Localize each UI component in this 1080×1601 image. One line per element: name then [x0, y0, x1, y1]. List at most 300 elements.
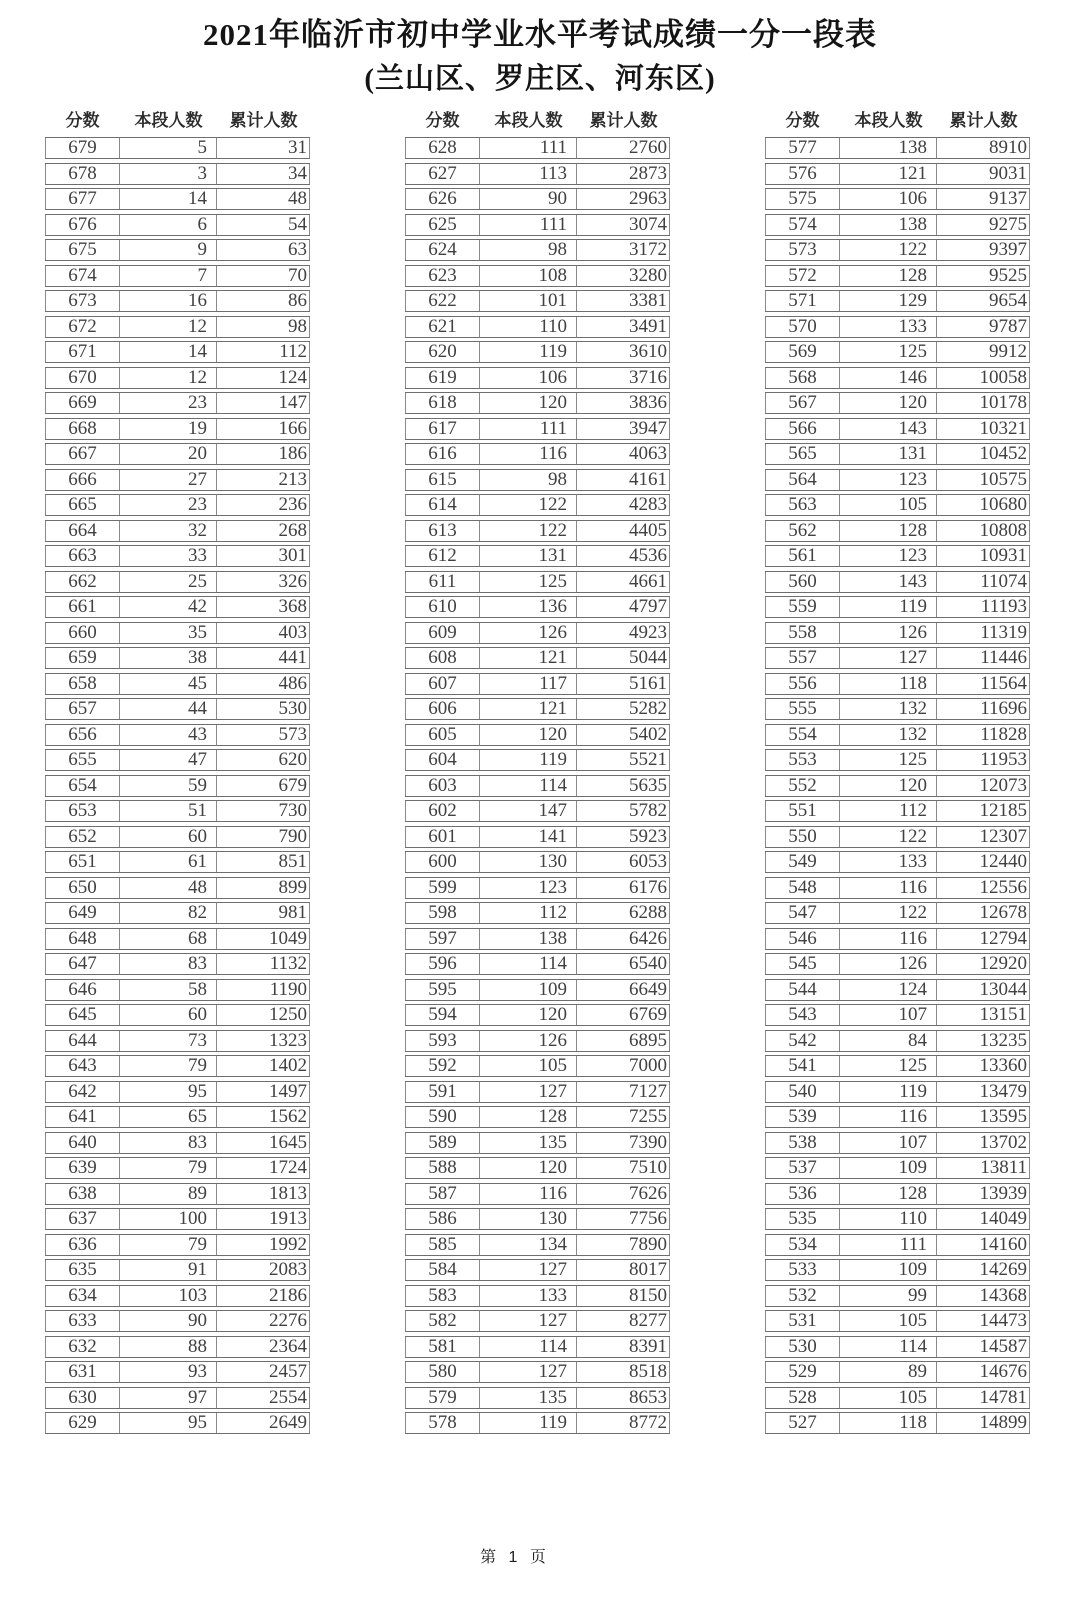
table-row	[405, 1106, 670, 1128]
segment-count-cell: 32	[120, 521, 217, 541]
segment-count-cell: 125	[840, 750, 937, 770]
score-cell: 640	[45, 1133, 120, 1153]
cumulative-count-cell: 6540	[577, 954, 670, 974]
segment-count-cell: 117	[480, 674, 577, 694]
segment-count-cell: 133	[480, 1286, 577, 1306]
cumulative-count-cell: 34	[217, 164, 310, 184]
segment-count-cell: 134	[480, 1235, 577, 1255]
table-row	[765, 265, 1030, 287]
score-cell: 665	[45, 495, 120, 515]
cumulative-count-cell: 12794	[937, 929, 1030, 949]
score-cell: 547	[765, 903, 840, 923]
cumulative-count-cell: 899	[217, 878, 310, 898]
table-row	[765, 1157, 1030, 1179]
table-row	[765, 724, 1030, 746]
segment-count-cell: 23	[120, 495, 217, 515]
table-row	[765, 749, 1030, 771]
cumulative-count-cell: 11564	[937, 674, 1030, 694]
table-row	[405, 724, 670, 746]
cumulative-count-cell: 31	[217, 138, 310, 158]
table-body	[405, 137, 670, 1434]
segment-count-cell: 132	[840, 725, 937, 745]
page-number: 第 1 页	[480, 1549, 550, 1566]
cumulative-count-cell: 1913	[217, 1209, 310, 1229]
score-cell: 572	[765, 266, 840, 286]
score-cell: 618	[405, 393, 480, 413]
score-cell: 666	[45, 470, 120, 490]
segment-count-cell: 16	[120, 291, 217, 311]
table-row	[405, 826, 670, 848]
score-cell: 635	[45, 1260, 120, 1280]
table-row	[45, 367, 310, 389]
segment-count-cell: 108	[480, 266, 577, 286]
cumulative-count-cell: 10058	[937, 368, 1030, 388]
segment-count-cell: 33	[120, 546, 217, 566]
table-row	[405, 494, 670, 516]
score-cell: 529	[765, 1362, 840, 1382]
table-row	[45, 392, 310, 414]
table-row	[765, 163, 1030, 185]
cumulative-count-cell: 1562	[217, 1107, 310, 1127]
score-cell: 556	[765, 674, 840, 694]
score-cell: 659	[45, 648, 120, 668]
segment-count-cell: 42	[120, 597, 217, 617]
score-cell: 653	[45, 801, 120, 821]
header-cumulative-count: 累计人数	[589, 111, 658, 130]
segment-count-cell: 47	[120, 750, 217, 770]
cumulative-count-cell: 1724	[217, 1158, 310, 1178]
score-cell: 663	[45, 546, 120, 566]
score-cell: 617	[405, 419, 480, 439]
segment-count-cell: 90	[480, 189, 577, 209]
table-row	[765, 877, 1030, 899]
cumulative-count-cell: 11696	[937, 699, 1030, 719]
table-row	[765, 979, 1030, 1001]
score-cell: 554	[765, 725, 840, 745]
table-row	[405, 979, 670, 1001]
table-row	[405, 1336, 670, 1358]
cumulative-count-cell: 4405	[577, 521, 670, 541]
table-row	[405, 647, 670, 669]
table-row	[405, 163, 670, 185]
cumulative-count-cell: 8653	[577, 1388, 670, 1408]
segment-count-cell: 114	[840, 1337, 937, 1357]
table-row	[405, 392, 670, 414]
score-cell: 577	[765, 138, 840, 158]
cumulative-count-cell: 2186	[217, 1286, 310, 1306]
table-row	[405, 545, 670, 567]
score-cell: 574	[765, 215, 840, 235]
table-row	[45, 1412, 310, 1434]
segment-count-cell: 126	[480, 623, 577, 643]
segment-count-cell: 120	[480, 393, 577, 413]
table-row	[405, 749, 670, 771]
segment-count-cell: 143	[840, 572, 937, 592]
cumulative-count-cell: 9912	[937, 342, 1030, 362]
score-cell: 598	[405, 903, 480, 923]
table-row	[405, 1030, 670, 1052]
cumulative-count-cell: 12920	[937, 954, 1030, 974]
table-row	[765, 494, 1030, 516]
cumulative-count-cell: 3610	[577, 342, 670, 362]
segment-count-cell: 51	[120, 801, 217, 821]
table-row	[45, 1234, 310, 1256]
segment-count-cell: 132	[840, 699, 937, 719]
cumulative-count-cell: 6176	[577, 878, 670, 898]
score-cell: 675	[45, 240, 120, 260]
table-row	[765, 1259, 1030, 1281]
score-cell: 670	[45, 368, 120, 388]
segment-count-cell: 60	[120, 827, 217, 847]
score-cell: 568	[765, 368, 840, 388]
table-row	[405, 1004, 670, 1026]
segment-count-cell: 20	[120, 444, 217, 464]
score-cell: 610	[405, 597, 480, 617]
document-page	[0, 14, 1080, 1566]
score-cell: 545	[765, 954, 840, 974]
segment-count-cell: 48	[120, 878, 217, 898]
cumulative-count-cell: 4923	[577, 623, 670, 643]
table-row	[765, 418, 1030, 440]
table-row	[405, 137, 670, 159]
cumulative-count-cell: 10931	[937, 546, 1030, 566]
segment-count-cell: 105	[840, 495, 937, 515]
score-cell: 656	[45, 725, 120, 745]
score-cell: 614	[405, 495, 480, 515]
score-cell: 650	[45, 878, 120, 898]
table-row	[765, 1336, 1030, 1358]
table-row	[45, 902, 310, 924]
table-row	[45, 418, 310, 440]
cumulative-count-cell: 13595	[937, 1107, 1030, 1127]
score-cell: 603	[405, 776, 480, 796]
table-row	[45, 698, 310, 720]
segment-count-cell: 38	[120, 648, 217, 668]
segment-count-cell: 35	[120, 623, 217, 643]
cumulative-count-cell: 2364	[217, 1337, 310, 1357]
table-row	[45, 775, 310, 797]
cumulative-count-cell: 9275	[937, 215, 1030, 235]
cumulative-count-cell: 530	[217, 699, 310, 719]
score-cell: 622	[405, 291, 480, 311]
cumulative-count-cell: 11193	[937, 597, 1030, 617]
segment-count-cell: 109	[480, 980, 577, 1000]
table-body	[45, 137, 310, 1434]
cumulative-count-cell: 7890	[577, 1235, 670, 1255]
segment-count-cell: 79	[120, 1235, 217, 1255]
table-row	[765, 1055, 1030, 1077]
score-cell: 632	[45, 1337, 120, 1357]
score-cell: 530	[765, 1337, 840, 1357]
cumulative-count-cell: 5044	[577, 648, 670, 668]
cumulative-count-cell: 1402	[217, 1056, 310, 1076]
score-cell: 536	[765, 1184, 840, 1204]
score-cell: 562	[765, 521, 840, 541]
table-row	[405, 851, 670, 873]
cumulative-count-cell: 5782	[577, 801, 670, 821]
score-cell: 576	[765, 164, 840, 184]
header-segment-count: 本段人数	[854, 111, 923, 130]
cumulative-count-cell: 236	[217, 495, 310, 515]
cumulative-count-cell: 3491	[577, 317, 670, 337]
segment-count-cell: 43	[120, 725, 217, 745]
segment-count-cell: 114	[480, 954, 577, 974]
score-cell: 616	[405, 444, 480, 464]
cumulative-count-cell: 166	[217, 419, 310, 439]
cumulative-count-cell: 8518	[577, 1362, 670, 1382]
segment-count-cell: 65	[120, 1107, 217, 1127]
segment-count-cell: 58	[120, 980, 217, 1000]
segment-count-cell: 128	[480, 1107, 577, 1127]
cumulative-count-cell: 9031	[937, 164, 1030, 184]
cumulative-count-cell: 13479	[937, 1082, 1030, 1102]
segment-count-cell: 125	[840, 342, 937, 362]
score-cell: 565	[765, 444, 840, 464]
score-cell: 607	[405, 674, 480, 694]
score-cell: 642	[45, 1082, 120, 1102]
table-row	[45, 673, 310, 695]
table-row	[765, 137, 1030, 159]
segment-count-cell: 83	[120, 1133, 217, 1153]
cumulative-count-cell: 12073	[937, 776, 1030, 796]
table-row	[45, 647, 310, 669]
cumulative-count-cell: 14899	[937, 1413, 1030, 1433]
cumulative-count-cell: 3836	[577, 393, 670, 413]
score-cell: 571	[765, 291, 840, 311]
table-row	[405, 1132, 670, 1154]
score-cell: 633	[45, 1311, 120, 1331]
segment-count-cell: 118	[840, 674, 937, 694]
cumulative-count-cell: 3716	[577, 368, 670, 388]
cumulative-count-cell: 12307	[937, 827, 1030, 847]
segment-count-cell: 9	[120, 240, 217, 260]
table-row	[45, 214, 310, 236]
score-cell: 641	[45, 1107, 120, 1127]
score-cell: 596	[405, 954, 480, 974]
segment-count-cell: 118	[840, 1413, 937, 1433]
score-cell: 623	[405, 266, 480, 286]
score-cell: 669	[45, 393, 120, 413]
table-row	[45, 469, 310, 491]
cumulative-count-cell: 790	[217, 827, 310, 847]
segment-count-cell: 146	[840, 368, 937, 388]
table-row	[765, 341, 1030, 363]
segment-count-cell: 107	[840, 1005, 937, 1025]
cumulative-count-cell: 2276	[217, 1311, 310, 1331]
score-cell: 620	[405, 342, 480, 362]
score-cell: 637	[45, 1209, 120, 1229]
table-row	[405, 800, 670, 822]
cumulative-count-cell: 3074	[577, 215, 670, 235]
score-cell: 555	[765, 699, 840, 719]
table-row	[765, 1004, 1030, 1026]
cumulative-count-cell: 1049	[217, 929, 310, 949]
score-cell: 611	[405, 572, 480, 592]
table-row	[765, 851, 1030, 873]
segment-count-cell: 111	[480, 138, 577, 158]
segment-count-cell: 127	[480, 1260, 577, 1280]
score-cell: 636	[45, 1235, 120, 1255]
table-row	[405, 902, 670, 924]
segment-count-cell: 111	[480, 215, 577, 235]
segment-count-cell: 68	[120, 929, 217, 949]
cumulative-count-cell: 1250	[217, 1005, 310, 1025]
score-cell: 585	[405, 1235, 480, 1255]
header-segment-count: 本段人数	[134, 111, 203, 130]
segment-count-cell: 128	[840, 521, 937, 541]
cumulative-count-cell: 1132	[217, 954, 310, 974]
segment-count-cell: 125	[840, 1056, 937, 1076]
segment-count-cell: 14	[120, 342, 217, 362]
score-cell: 578	[405, 1413, 480, 1433]
segment-count-cell: 14	[120, 189, 217, 209]
cumulative-count-cell: 9397	[937, 240, 1030, 260]
table-row	[405, 418, 670, 440]
score-cell: 580	[405, 1362, 480, 1382]
score-cell: 560	[765, 572, 840, 592]
score-cell: 557	[765, 648, 840, 668]
score-cell: 677	[45, 189, 120, 209]
segment-count-cell: 119	[840, 597, 937, 617]
cumulative-count-cell: 4661	[577, 572, 670, 592]
table-row	[405, 698, 670, 720]
score-cell: 671	[45, 342, 120, 362]
score-cell: 652	[45, 827, 120, 847]
table-row	[765, 188, 1030, 210]
table-row	[45, 1183, 310, 1205]
table-row	[45, 724, 310, 746]
table-row	[765, 1106, 1030, 1128]
score-cell: 604	[405, 750, 480, 770]
table-row	[45, 877, 310, 899]
score-cell: 531	[765, 1311, 840, 1331]
table-row	[45, 596, 310, 618]
cumulative-count-cell: 2554	[217, 1388, 310, 1408]
cumulative-count-cell: 13151	[937, 1005, 1030, 1025]
segment-count-cell: 44	[120, 699, 217, 719]
cumulative-count-cell: 13939	[937, 1184, 1030, 1204]
score-cell: 629	[45, 1413, 120, 1433]
cumulative-count-cell: 368	[217, 597, 310, 617]
table-row	[765, 1285, 1030, 1307]
table-row	[765, 953, 1030, 975]
table-row	[765, 239, 1030, 261]
segment-count-cell: 113	[480, 164, 577, 184]
cumulative-count-cell: 11074	[937, 572, 1030, 592]
score-cell: 664	[45, 521, 120, 541]
cumulative-count-cell: 6426	[577, 929, 670, 949]
segment-count-cell: 107	[840, 1133, 937, 1153]
segment-count-cell: 27	[120, 470, 217, 490]
score-cell: 672	[45, 317, 120, 337]
table-row	[405, 1285, 670, 1307]
segment-count-cell: 23	[120, 393, 217, 413]
segment-count-cell: 112	[480, 903, 577, 923]
table-row	[405, 1081, 670, 1103]
table-row	[765, 1132, 1030, 1154]
score-cell: 678	[45, 164, 120, 184]
segment-count-cell: 79	[120, 1158, 217, 1178]
cumulative-count-cell: 5635	[577, 776, 670, 796]
score-cell: 570	[765, 317, 840, 337]
score-cell: 592	[405, 1056, 480, 1076]
segment-count-cell: 119	[480, 750, 577, 770]
cumulative-count-cell: 4063	[577, 444, 670, 464]
cumulative-count-cell: 14269	[937, 1260, 1030, 1280]
segment-count-cell: 127	[480, 1362, 577, 1382]
table-row	[405, 367, 670, 389]
segment-count-cell: 97	[120, 1388, 217, 1408]
score-tables-container	[0, 110, 1080, 1438]
score-cell: 551	[765, 801, 840, 821]
segment-count-cell: 106	[480, 368, 577, 388]
cumulative-count-cell: 4797	[577, 597, 670, 617]
score-cell: 631	[45, 1362, 120, 1382]
cumulative-count-cell: 620	[217, 750, 310, 770]
segment-count-cell: 120	[480, 1158, 577, 1178]
score-cell: 609	[405, 623, 480, 643]
table-row	[45, 953, 310, 975]
table-row	[765, 443, 1030, 465]
score-cell: 662	[45, 572, 120, 592]
cumulative-count-cell: 10452	[937, 444, 1030, 464]
score-cell: 534	[765, 1235, 840, 1255]
cumulative-count-cell: 8017	[577, 1260, 670, 1280]
table-row	[405, 1361, 670, 1383]
cumulative-count-cell: 8391	[577, 1337, 670, 1357]
table-row	[405, 1157, 670, 1179]
cumulative-count-cell: 3172	[577, 240, 670, 260]
segment-count-cell: 120	[480, 1005, 577, 1025]
score-cell: 667	[45, 444, 120, 464]
table-row	[405, 775, 670, 797]
score-cell: 575	[765, 189, 840, 209]
cumulative-count-cell: 2457	[217, 1362, 310, 1382]
segment-count-cell: 90	[120, 1311, 217, 1331]
score-cell: 591	[405, 1082, 480, 1102]
segment-count-cell: 110	[480, 317, 577, 337]
segment-count-cell: 114	[480, 776, 577, 796]
cumulative-count-cell: 441	[217, 648, 310, 668]
score-cell: 552	[765, 776, 840, 796]
score-cell: 600	[405, 852, 480, 872]
cumulative-count-cell: 10321	[937, 419, 1030, 439]
score-cell: 599	[405, 878, 480, 898]
segment-count-cell: 127	[840, 648, 937, 668]
table-row	[765, 622, 1030, 644]
cumulative-count-cell: 326	[217, 572, 310, 592]
cumulative-count-cell: 8277	[577, 1311, 670, 1331]
table-row	[765, 520, 1030, 542]
score-cell: 527	[765, 1413, 840, 1433]
cumulative-count-cell: 5282	[577, 699, 670, 719]
header-score: 分数	[65, 111, 100, 130]
table-row	[765, 469, 1030, 491]
segment-count-cell: 109	[840, 1158, 937, 1178]
cumulative-count-cell: 11953	[937, 750, 1030, 770]
cumulative-count-cell: 8772	[577, 1413, 670, 1433]
table-row	[45, 265, 310, 287]
score-cell: 584	[405, 1260, 480, 1280]
cumulative-count-cell: 5402	[577, 725, 670, 745]
segment-count-cell: 25	[120, 572, 217, 592]
cumulative-count-cell: 268	[217, 521, 310, 541]
score-cell: 679	[45, 138, 120, 158]
table-row	[45, 290, 310, 312]
table-row	[765, 1081, 1030, 1103]
cumulative-count-cell: 2963	[577, 189, 670, 209]
segment-count-cell: 106	[840, 189, 937, 209]
